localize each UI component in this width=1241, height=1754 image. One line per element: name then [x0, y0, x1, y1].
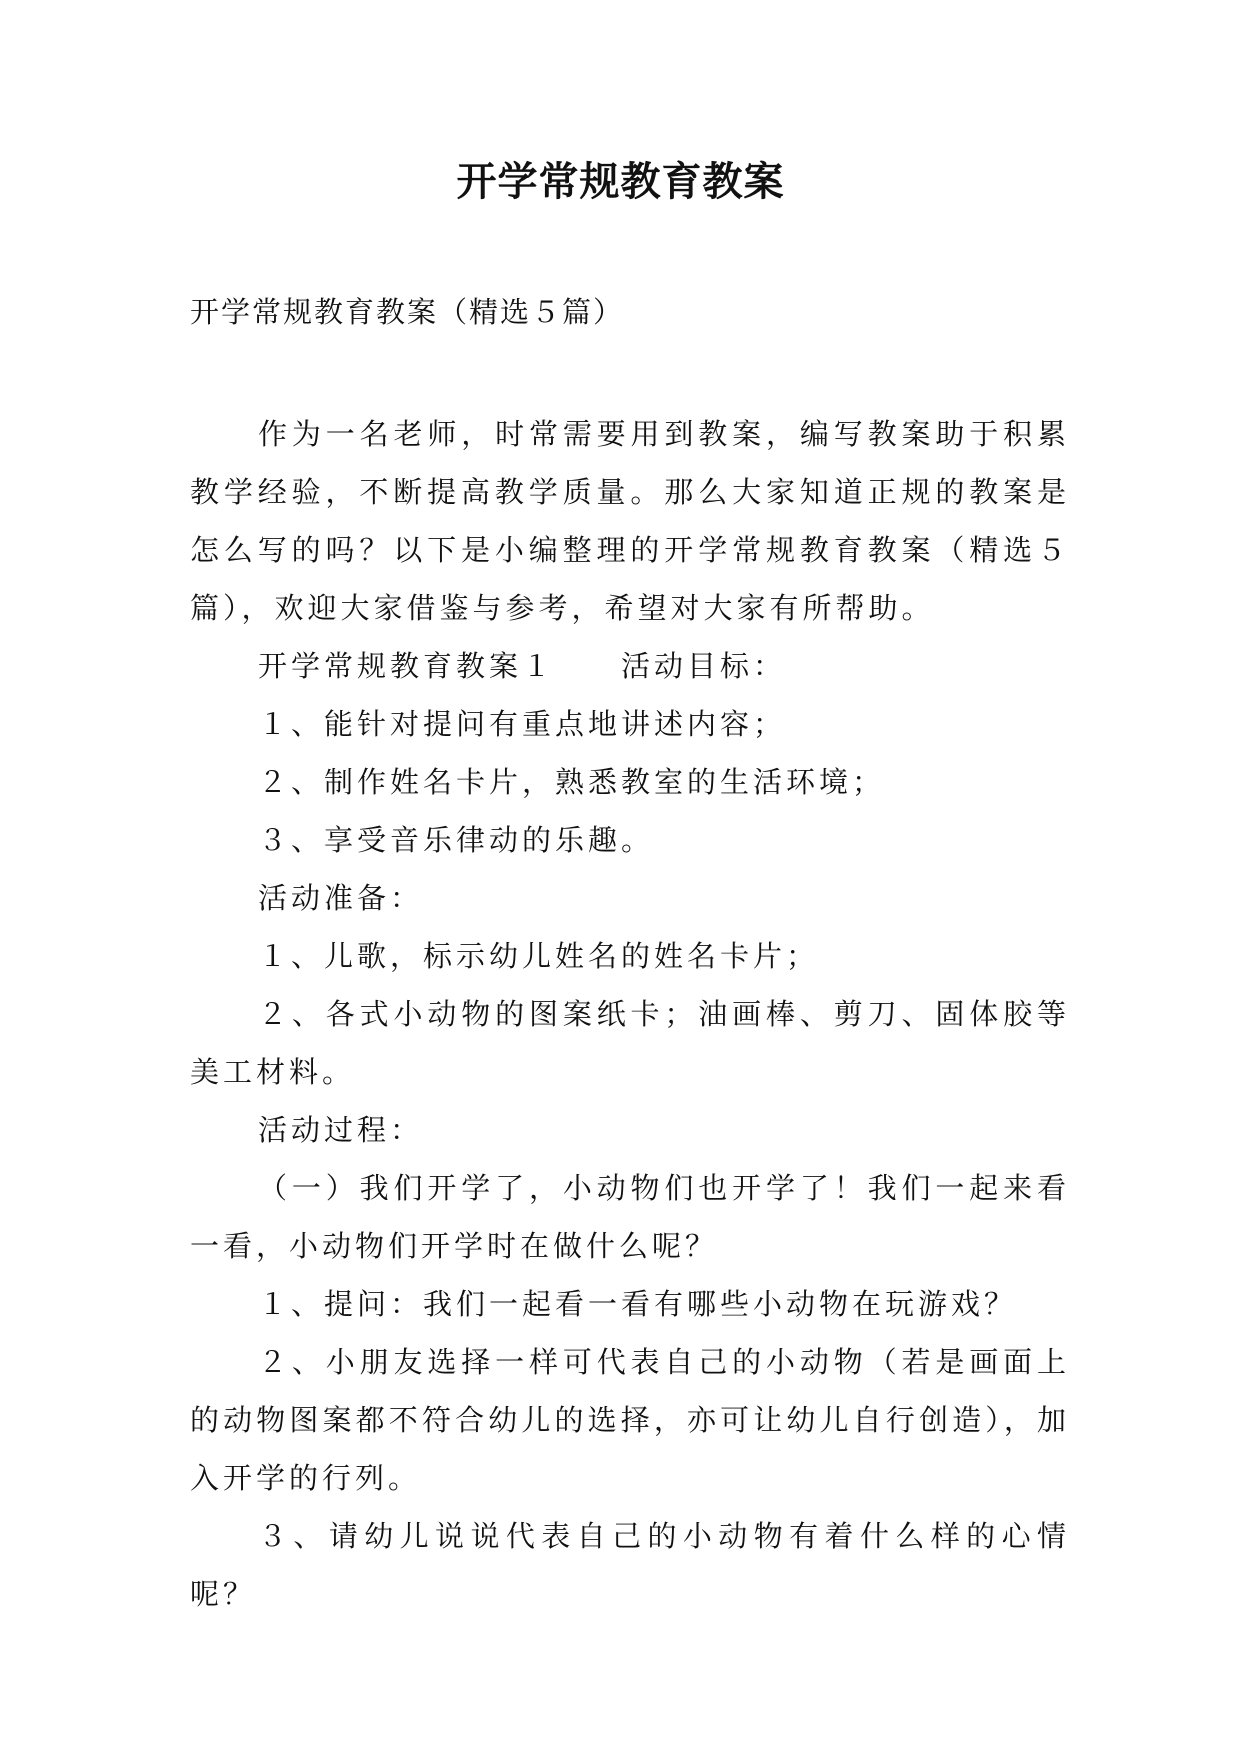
document-subtitle: 开学常规教育教案（精选５篇）	[190, 295, 625, 329]
process-item-2: １、提问：我们一起看一看有哪些小动物在玩游戏？	[258, 1287, 1018, 1321]
prep-label: 活动准备：	[258, 881, 424, 915]
process-item-4: ３、请幼儿说说代表自己的小动物有着什么样的心情呢？	[190, 1519, 1070, 1611]
document-body	[190, 405, 1070, 1623]
prep-item-2: ２、各式小动物的图案纸卡；油画棒、剪刀、固体胶等美工材料。	[190, 997, 1070, 1089]
goal-label: 活动目标：	[621, 649, 787, 683]
document-title: 开学常规教育教案	[456, 159, 785, 205]
goal-item-3: ３、享受音乐律动的乐趣。	[258, 823, 655, 857]
intro-paragraph: 作为一名老师，时常需要用到教案，编写教案助于积累教学经验，不断提高教学质量。那么大家知道正规的教案是怎么写的吗？以下是小编整理的开学常规教育教案（精选５篇），欢迎大家借鉴与参考，希望对大家有所帮助。	[190, 417, 1070, 625]
section-heading: 开学常规教育教案１	[258, 649, 556, 683]
goal-item-1: １、能针对提问有重点地讲述内容；	[258, 707, 787, 741]
goal-item-2: ２、制作姓名卡片，熟悉教室的生活环境；	[258, 765, 886, 799]
process-item-1: （一）我们开学了，小动物们也开学了！我们一起来看一看，小动物们开学时在做什么呢？	[190, 1171, 1070, 1263]
process-label: 活动过程：	[258, 1113, 424, 1147]
prep-item-1: １、儿歌，标示幼儿姓名的姓名卡片；	[258, 939, 820, 973]
section-heading-line	[190, 637, 1070, 695]
process-item-3: ２、小朋友选择一样可代表自己的小动物（若是画面上的动物图案都不符合幼儿的选择，亦可让幼儿自行创造），加入开学的行列。	[190, 1345, 1070, 1495]
